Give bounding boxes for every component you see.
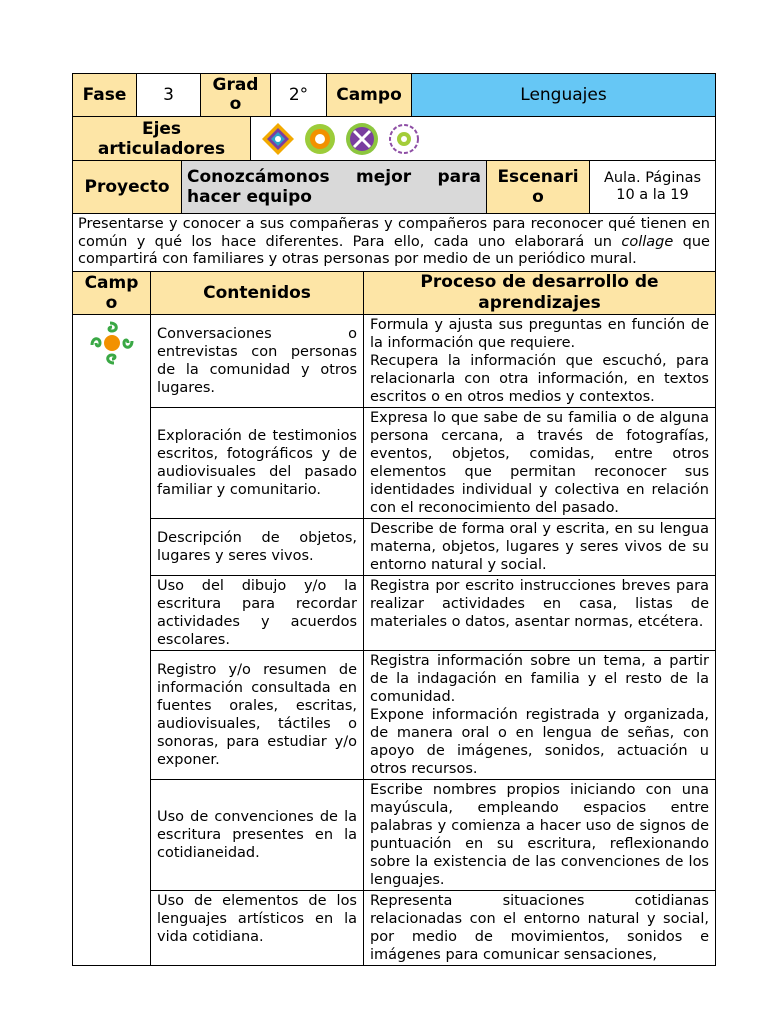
lenguajes-icon: [88, 319, 136, 367]
intro-italic: collage: [621, 233, 674, 250]
proceso-cell: Describe de forma oral y escrita, en su lengua materna, objetos, lugares y seres vivos de su entorno natural y social.: [364, 518, 716, 575]
campo-icon-cell: [73, 314, 151, 965]
artes-icon: [386, 121, 422, 157]
intro-table: [72, 213, 716, 272]
ejes-table: [72, 116, 716, 161]
proceso-cell: Registra por escrito instrucciones breves para realizar actividades en casa, listas de materiales o datos, asentar normas, etcétera.: [364, 575, 716, 650]
proceso-cell: Escribe nombres propios iniciando con una mayúscula, empleando espacios entre palabras y comienza a hacer uso de signos de puntuación en su escritura, reflexionando sobre la existencia de las convenciones de los lenguajes.: [364, 779, 716, 890]
col-contenidos-header: Contenidos: [151, 271, 364, 314]
campo-value: Lenguajes: [412, 74, 716, 117]
proyecto-label: Proyecto: [73, 161, 182, 214]
header-table: [72, 73, 716, 117]
table-row: [73, 314, 716, 407]
contenido-cell: Exploración de testimonios escritos, fotográficos y de audiovisuales del pasado familiar y comunitario.: [151, 407, 364, 518]
campo-label: Campo: [327, 74, 412, 117]
contenido-cell: Registro y/o resumen de información consultada en fuentes orales, escritas, audiovisuales, táctiles o sonoras, para estudiar y/o exponer.: [151, 650, 364, 779]
fase-value: 3: [137, 74, 201, 117]
contenido-cell: Uso de elementos de los lenguajes artísticos en la vida cotidiana.: [151, 890, 364, 965]
interculturalidad-icon: [344, 121, 380, 157]
escenario-label: Escenari o: [487, 161, 590, 214]
intro-before: Presentarse y conocer a sus compañeras y compañeros para reconocer qué tienen en común y qué los hace diferentes. Para ello, cada uno elaborará un: [78, 216, 710, 250]
fase-label: Fase: [73, 74, 137, 117]
proceso-cell: Expresa lo que sabe de su familia o de alguna persona cercana, a través de fotografías, eventos, objetos, comidas, entre otros elementos que permitan reconocer sus identidades individual y colectiva en relación con el reconocimiento del pasado.: [364, 407, 716, 518]
proceso-cell: Representa situaciones cotidianas relacionadas con el entorno natural y social, por medio de movimientos, sonidos e imágenes para comunicar sensaciones,: [364, 890, 716, 965]
proceso-cell: Formula y ajusta sus preguntas en función de la información que requiere. Recupera la información que escuchó, para relacionarla con otra información, en textos escritos o en otros medios y contextos.: [364, 314, 716, 407]
contenido-cell: Descripción de objetos, lugares y seres vivos.: [151, 518, 364, 575]
table-row: [73, 575, 716, 650]
proceso-cell: Registra información sobre un tema, a partir de la indagación en familia y el resto de la comunidad. Expone información registrada y organizada, de manera oral o en lengua de señas, con apoyo de imágenes, sonidos, actuación u otros recursos.: [364, 650, 716, 779]
table-row: [73, 890, 716, 965]
grado-value: 2°: [271, 74, 327, 117]
intro-after: que compartirá con familiares y otras personas por medio de un periódico mural.: [78, 233, 710, 267]
col-campo-header: Camp o: [73, 271, 151, 314]
content-table: [72, 271, 716, 966]
ejes-icons: [251, 117, 716, 161]
pensamiento-critico-icon: [302, 121, 338, 157]
ejes-label: Ejes articuladores: [73, 117, 251, 161]
planning-sheet: [72, 73, 716, 966]
inclusion-icon: [260, 121, 296, 157]
escenario-value: Aula. Páginas 10 a la 19: [590, 161, 716, 214]
grado-label: Grad o: [201, 74, 271, 117]
table-row: [73, 779, 716, 890]
table-row: [73, 518, 716, 575]
proyecto-title: Conozcámonos mejor para hacer equipo: [182, 161, 487, 214]
proyecto-table: [72, 160, 716, 214]
contenido-cell: Uso de convenciones de la escritura presentes en la cotidianeidad.: [151, 779, 364, 890]
table-row: [73, 407, 716, 518]
col-proceso-header: Proceso de desarrollo de aprendizajes: [364, 271, 716, 314]
contenido-cell: Conversaciones o entrevistas con personas de la comunidad y otros lugares.: [151, 314, 364, 407]
table-row: [73, 650, 716, 779]
intro-text: [73, 214, 716, 272]
contenido-cell: Uso del dibujo y/o la escritura para recordar actividades y acuerdos escolares.: [151, 575, 364, 650]
